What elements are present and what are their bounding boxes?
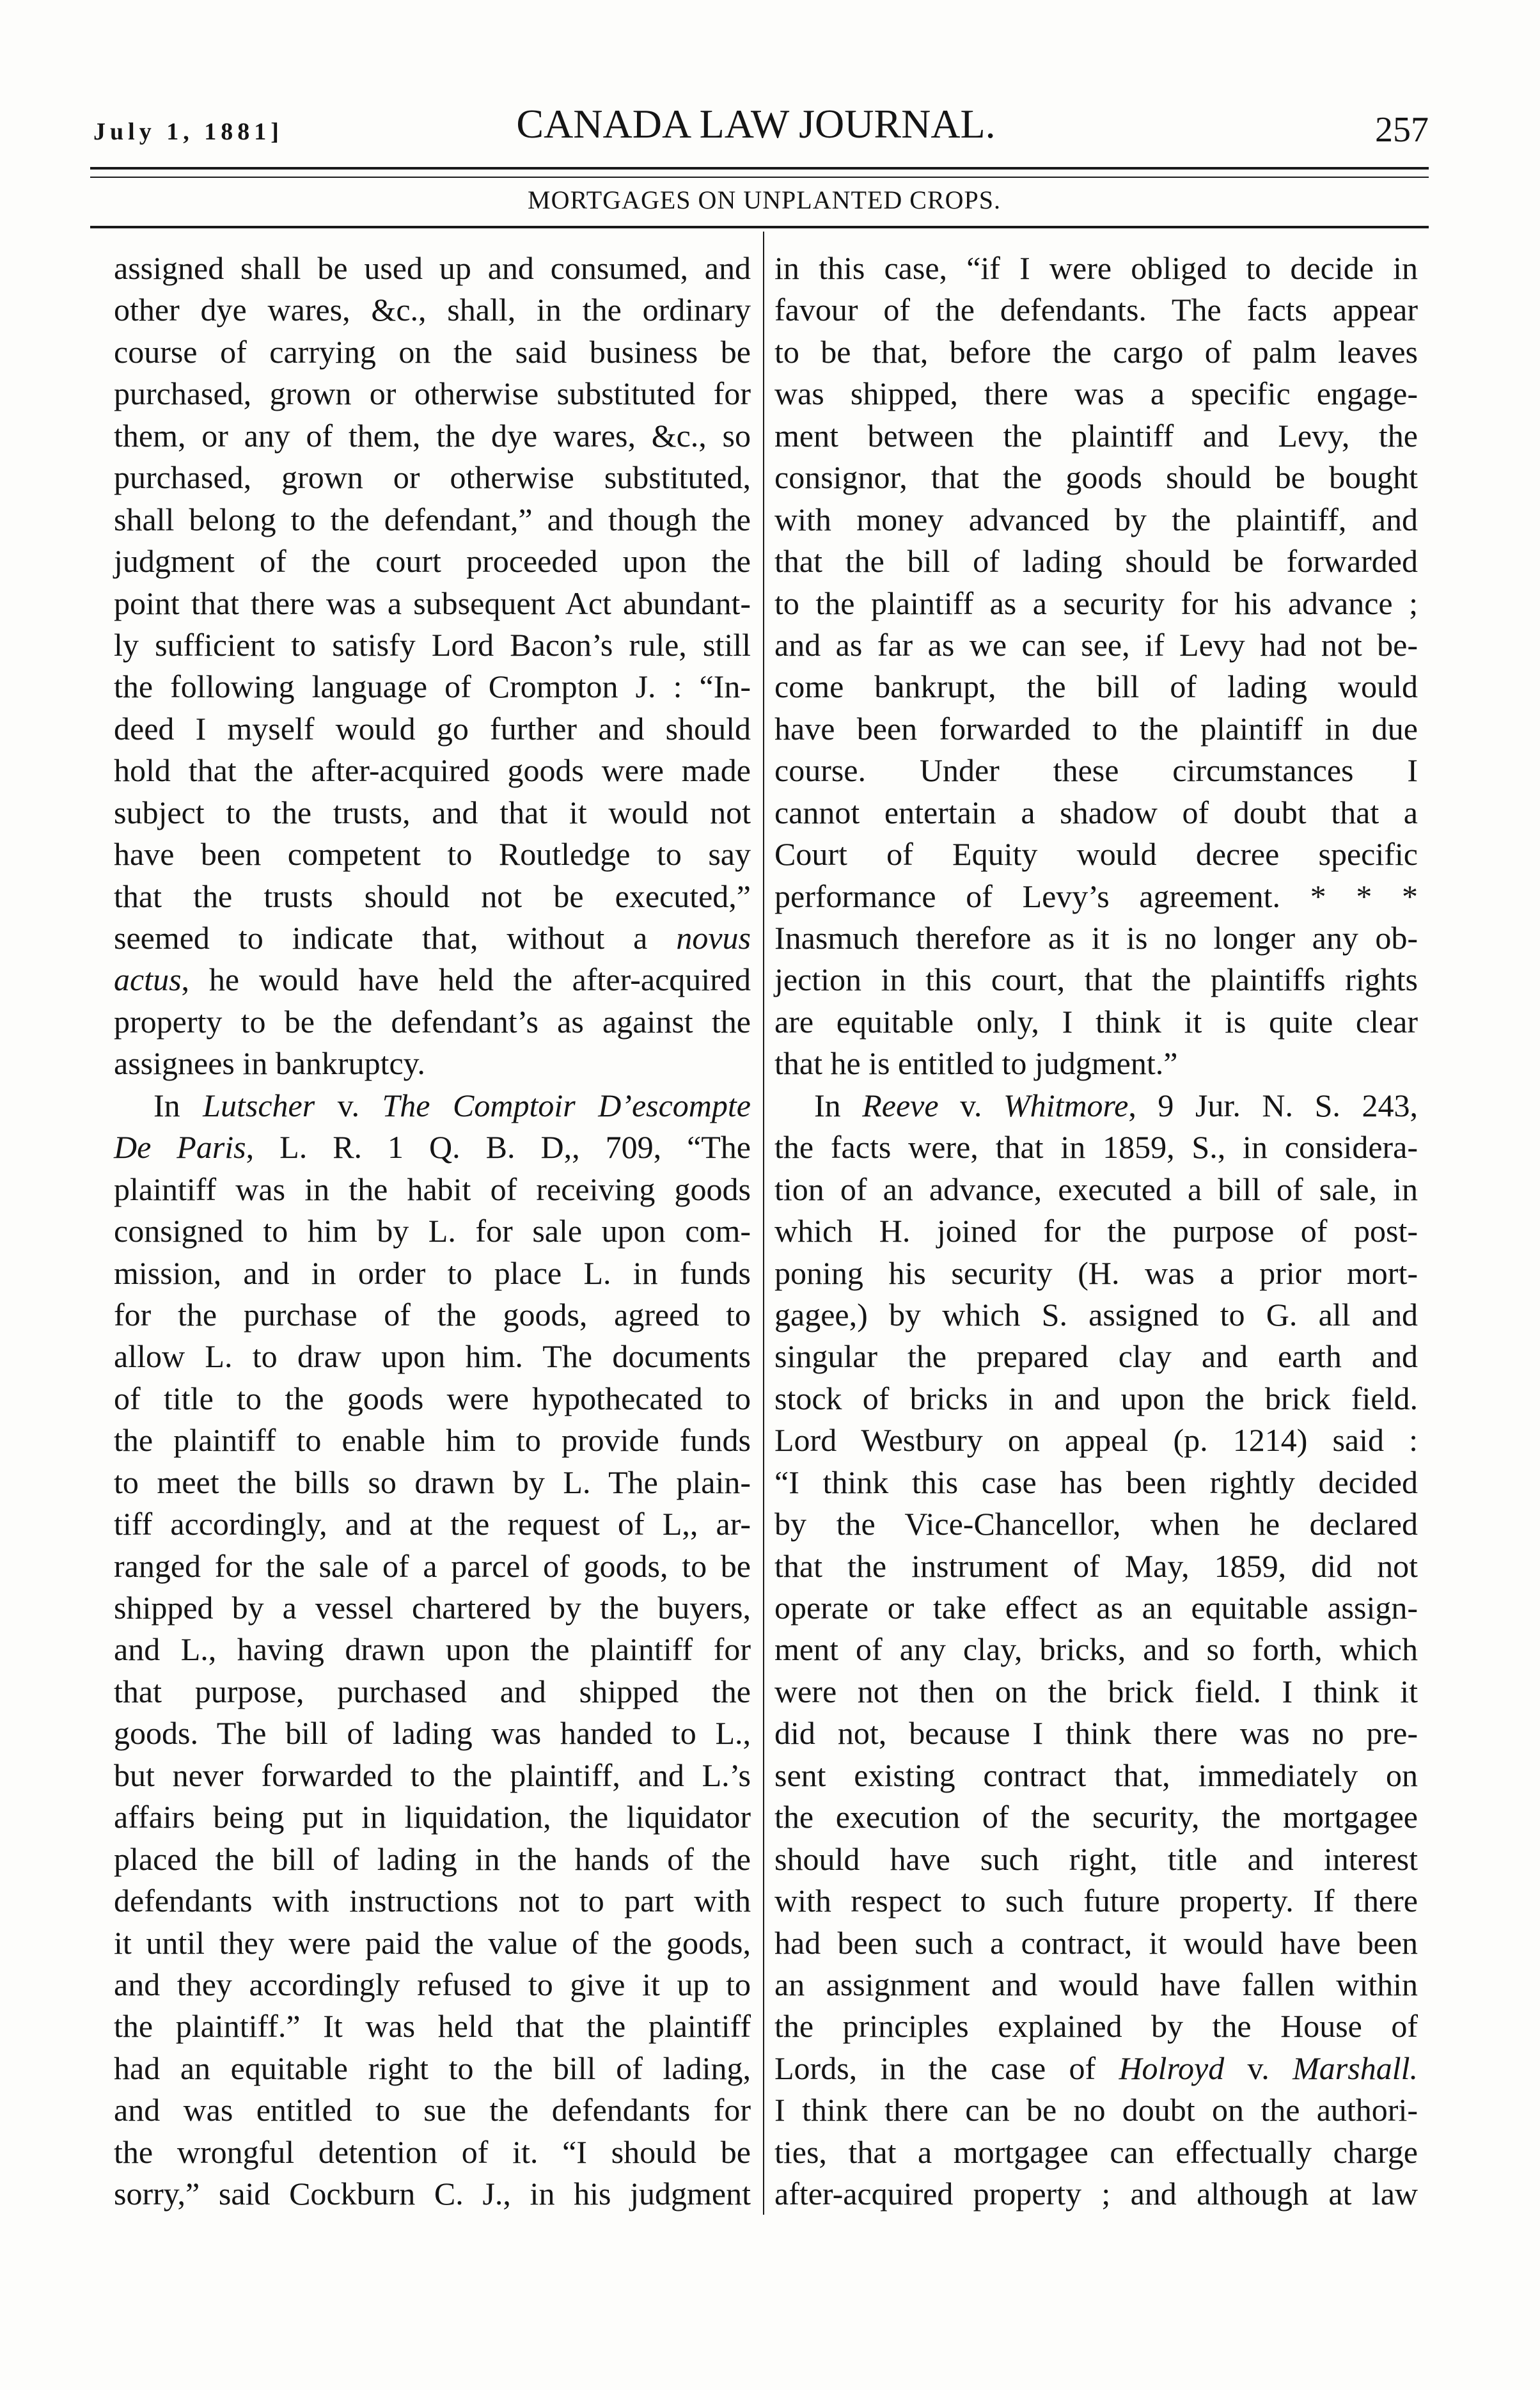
text-line: should have such right, title and interest — [774, 1840, 1418, 1877]
text-line: plaintiff was in the habit of receiving goods — [114, 1171, 751, 1207]
text-line: to meet the bills so drawn by L. The plain- — [114, 1464, 751, 1500]
text-line: gagee,) by which S. assigned to G. all and — [774, 1296, 1418, 1333]
section-rule — [90, 226, 1429, 228]
text-line: and was entitled to sue the defendants for — [114, 2092, 751, 2128]
text-line: that the bill of lading should be forwarded — [774, 543, 1418, 580]
text-line: singular the prepared clay and earth and — [774, 1338, 1418, 1375]
running-date: July 1, 1881] — [93, 118, 283, 145]
text-line: sorry,” said Cockburn C. J., in his judgment — [114, 2176, 751, 2212]
text-line: ment between the plaintiff and Levy, the — [774, 417, 1418, 454]
text-line: which H. joined for the purpose of post- — [774, 1213, 1418, 1249]
text-line — [114, 1127, 751, 1168]
journal-title: CANADA LAW JOURNAL. — [516, 101, 996, 146]
text-line: by the Vice-Chancellor, when he declared — [774, 1506, 1418, 1542]
text-line: ties, that a mortgagee can effectually charge — [774, 2133, 1418, 2170]
text-line: shall belong to the defendant,” and though the — [114, 501, 751, 537]
text-run: Lords, in the case of — [774, 2050, 1119, 2086]
text-line: assigned shall be used up and consumed, and — [114, 250, 751, 286]
text-line: and L., having drawn upon the plaintiff for — [114, 1631, 751, 1668]
text-line: placed the bill of lading in the hands of the — [114, 1840, 751, 1877]
italic-text: Holroyd — [1119, 2050, 1225, 2086]
text-line: subject to the trusts, and that it would not — [114, 794, 751, 830]
text-run: In — [153, 1087, 203, 1123]
text-run: In — [814, 1087, 863, 1123]
text-line: poning his security (H. was a prior mort- — [774, 1254, 1418, 1291]
text-line: mission, and in order to place L. in funds — [114, 1254, 751, 1291]
text-line: cannot entertain a shadow of doubt that a — [774, 794, 1418, 830]
italic-text: Lutscher — [203, 1087, 315, 1123]
text-line: goods. The bill of lading was handed to L., — [114, 1715, 751, 1752]
text-line: come bankrupt, the bill of lading would — [774, 669, 1418, 705]
text-line — [774, 1085, 1418, 1127]
text-line: jection in this court, that the plaintiffs rights — [774, 962, 1418, 998]
text-run: v. — [315, 1087, 382, 1123]
text-line: have been forwarded to the plaintiff in due — [774, 710, 1418, 747]
text-line: stock of bricks in and upon the brick field. — [774, 1380, 1418, 1416]
text-line: to the plaintiff as a security for his advance ; — [774, 585, 1418, 621]
text-line — [114, 1085, 751, 1127]
text-line: was shipped, there was a specific engage- — [774, 376, 1418, 412]
text-line: in this case, “if I were obliged to decide in — [774, 250, 1418, 286]
left-column — [114, 248, 751, 2215]
text-line: for the purchase of the goods, agreed to — [114, 1296, 751, 1333]
text-line: the plaintiff.” It was held that the plaintiff — [114, 2008, 751, 2045]
text-line: shipped by a vessel chartered by the buyers, — [114, 1590, 751, 1626]
column-divider — [763, 232, 764, 2215]
text-line: “I think this case has been rightly decided — [774, 1464, 1418, 1500]
text-line: it until they were paid the value of the goods, — [114, 1924, 751, 1961]
text-line — [114, 917, 751, 959]
text-line: that purpose, purchased and shipped the — [114, 1673, 751, 1709]
text-line: defendants with instructions not to part with — [114, 1883, 751, 1919]
text-line: purchased, grown or otherwise substituted, — [114, 459, 751, 496]
text-line: property to be the defendant’s as against the — [114, 1003, 751, 1040]
text-line: allow L. to draw upon him. The documents — [114, 1338, 751, 1375]
text-line: hold that the after-acquired goods were made — [114, 752, 751, 789]
text-line: the plaintiff to enable him to provide funds — [114, 1422, 751, 1459]
page-number: 257 — [1375, 110, 1429, 150]
text-line: with money advanced by the plaintiff, and — [774, 501, 1418, 537]
text-line: consignor, that the goods should be bought — [774, 459, 1418, 496]
text-line: with respect to such future property. If there — [774, 1883, 1418, 1919]
text-run: v. — [938, 1087, 1003, 1123]
right-column — [774, 248, 1418, 2215]
text-line: that the instrument of May, 1859, did not — [774, 1547, 1418, 1584]
text-line: after-acquired property ; and although at law — [774, 2176, 1418, 2212]
text-line: tiff accordingly, and at the request of L,, ar- — [114, 1506, 751, 1542]
text-line: the execution of the security, the mortgagee — [774, 1799, 1418, 1835]
text-line: operate or take effect as an equitable assign- — [774, 1590, 1418, 1626]
text-line: the principles explained by the House of — [774, 2008, 1418, 2045]
text-line: and as far as we can see, if Levy had not be- — [774, 626, 1418, 663]
text-line: ranged for the sale of a parcel of goods, to be — [114, 1547, 751, 1584]
italic-text: Marshall. — [1292, 2050, 1418, 2086]
paragraph — [114, 248, 751, 1085]
text-line — [774, 2048, 1418, 2089]
text-line: were not then on the brick field. I think it — [774, 1673, 1418, 1709]
text-run: , he would have held the after-acquired — [181, 962, 751, 998]
header-rule — [90, 167, 1429, 170]
text-line: Court of Equity would decree specific — [774, 836, 1418, 873]
text-line: the following language of Crompton J. : “In- — [114, 669, 751, 705]
text-line: did not, because I think there was no pre- — [774, 1715, 1418, 1752]
italic-text: De Paris — [114, 1129, 246, 1166]
paragraph — [114, 1085, 751, 2215]
italic-text: actus — [114, 962, 182, 998]
text-run: seemed to indicate that, without a — [114, 920, 677, 956]
text-line: the wrongful detention of it. “I should be — [114, 2133, 751, 2170]
italic-text: Whitmore — [1003, 1087, 1129, 1123]
text-line: other dye wares, &c., shall, in the ordinary — [114, 292, 751, 328]
header-rule-thin — [90, 177, 1429, 178]
italic-text: novus — [676, 920, 751, 956]
text-line: consigned to him by L. for sale upon com- — [114, 1213, 751, 1249]
text-line: sent existing contract that, immediately on — [774, 1757, 1418, 1793]
italic-text: The Comptoir D’escompte — [382, 1087, 751, 1123]
text-line: point that there was a subsequent Act abundant- — [114, 585, 751, 621]
text-line: I think there can be no doubt on the authori- — [774, 2092, 1418, 2128]
text-line: course. Under these circumstances I — [774, 752, 1418, 789]
text-line: Lord Westbury on appeal (p. 1214) said : — [774, 1422, 1418, 1459]
text-line: favour of the defendants. The facts appear — [774, 292, 1418, 328]
text-line: deed I myself would go further and should — [114, 710, 751, 747]
section-title: MORTGAGES ON UNPLANTED CROPS. — [528, 186, 1001, 214]
text-line: them, or any of them, the dye wares, &c., so — [114, 417, 751, 454]
italic-text: Reeve — [862, 1087, 939, 1123]
text-line: that the trusts should not be executed,” — [114, 878, 751, 914]
text-line: an assignment and would have fallen within — [774, 1966, 1418, 2002]
text-line: assignees in bankruptcy. — [114, 1045, 425, 1082]
text-line — [114, 959, 751, 1001]
text-line: purchased, grown or otherwise substituted for — [114, 376, 751, 412]
text-run: , L. R. 1 Q. B. D,, 709, “The — [246, 1129, 751, 1166]
text-line: but never forwarded to the plaintiff, and L.’s — [114, 1757, 751, 1793]
text-line: are equitable only, I think it is quite clear — [774, 1003, 1418, 1040]
text-line: and they accordingly refused to give it up to — [114, 1966, 751, 2002]
text-line: ly sufficient to satisfy Lord Bacon’s rule, still — [114, 626, 751, 663]
text-line: judgment of the court proceeded upon the — [114, 543, 751, 580]
text-line: have been competent to Routledge to say — [114, 836, 751, 873]
text-line: tion of an advance, executed a bill of sale, in — [774, 1171, 1418, 1207]
text-line: affairs being put in liquidation, the liquidator — [114, 1799, 751, 1835]
text-run: , 9 Jur. N. S. 243, — [1128, 1087, 1418, 1123]
text-line: the facts were, that in 1859, S., in considera- — [774, 1129, 1418, 1166]
text-line: to be that, before the cargo of palm leaves — [774, 333, 1418, 370]
text-run: v. — [1224, 2050, 1293, 2086]
text-line: ment of any clay, bricks, and so forth, which — [774, 1631, 1418, 1668]
text-line: had been such a contract, it would have been — [774, 1924, 1418, 1961]
text-line: course of carrying on the said business be — [114, 333, 751, 370]
text-line: Inasmuch therefore as it is no longer any ob- — [774, 920, 1418, 956]
text-line: of title to the goods were hypothecated to — [114, 1380, 751, 1416]
text-line: that he is entitled to judgment.” — [774, 1045, 1178, 1082]
paragraph — [774, 248, 1418, 1085]
paragraph — [774, 1085, 1418, 2215]
text-line: had an equitable right to the bill of lading, — [114, 2050, 751, 2086]
text-line: performance of Levy’s agreement. * * * — [774, 878, 1418, 914]
